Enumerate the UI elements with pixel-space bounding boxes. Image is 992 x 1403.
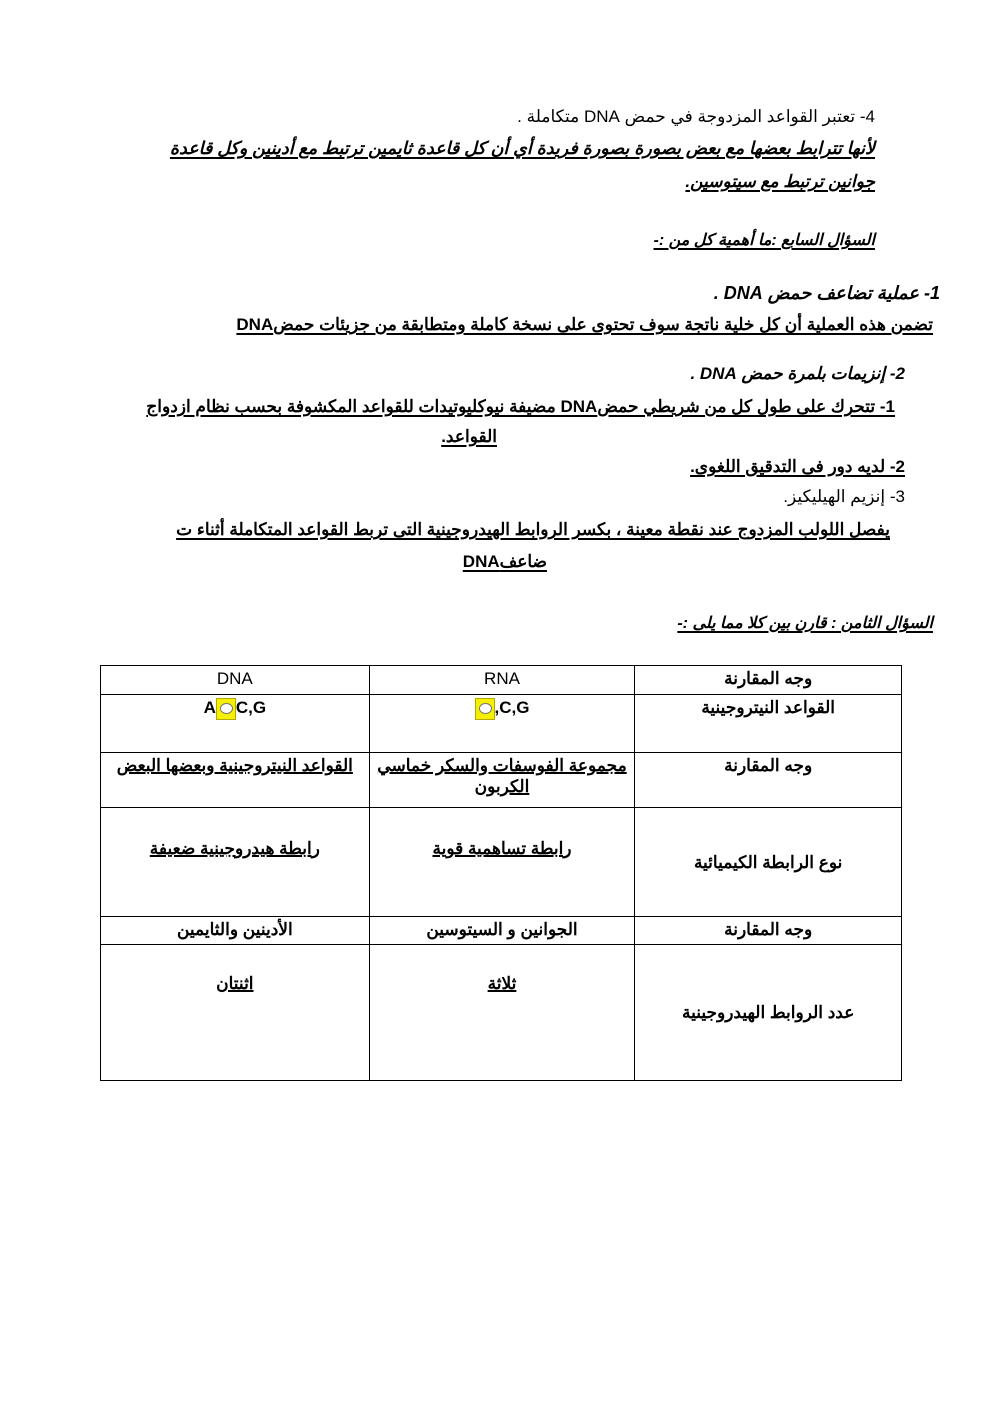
q7-item2-point1-line2: القواعد. — [441, 427, 497, 446]
rna-bases-cell — [369, 695, 635, 753]
q7-heading: السؤال السابع :ما أهمية كل من :- — [653, 232, 875, 249]
comment-marker-icon[interactable] — [216, 698, 236, 720]
row-aspect: عدد الروابط الهيدروجينية — [635, 945, 902, 1081]
dna-bases-cell — [101, 695, 370, 753]
row-aspect: نوع الرابطة الكيميائية — [635, 808, 902, 917]
comparison-table — [100, 665, 902, 1081]
row-aspect: القواعد النيتروجينية — [635, 695, 902, 753]
dna-value: الأدينين والثايمين — [101, 917, 370, 945]
header-rna: RNA — [369, 666, 635, 695]
rna-value: رابطة تساهمية قوية — [369, 808, 635, 917]
table-row — [101, 695, 902, 753]
q7-item2-title: 2- إنزيمات بلمرة حمض DNA . — [690, 364, 905, 383]
table-row — [101, 917, 902, 945]
q7-item2-point1-line1: 1- تتحرك على طول كل من شريطي حمضDNA مضيفة نيوكليوتيدات للقواعد المكشوفة بحسب نظام ازدواج — [146, 397, 895, 416]
row-aspect: وجه المقارنة — [635, 753, 902, 808]
dna-value: القواعد النيتروجينية وبعضها البعض — [101, 753, 370, 808]
q4-answer-line2: جوانين ترتبط مع سيتوسين. — [685, 172, 875, 191]
table-header-row — [101, 666, 902, 695]
table-row — [101, 753, 902, 808]
rna-bases: ,C,G — [494, 698, 530, 717]
q8-heading: السؤال الثامن : قارن بين كلا مما يلى :- — [677, 615, 933, 632]
header-dna: DNA — [101, 666, 370, 695]
q7-item3-answer-line1: يفصل اللولب المزدوج عند نقطة معينة ، بكسر الروابط الهيدروجينية التى تربط القواعد المتكاملة أثناء ت — [176, 520, 890, 539]
rna-value: الجوانين و السيتوسين — [369, 917, 635, 945]
dna-value: اثنتان — [101, 945, 370, 1081]
q7-item2-point2: 2- لديه دور فى التدقيق اللغوى. — [690, 457, 905, 476]
q7-item1-answer: تضمن هذه العملية أن كل خلية ناتجة سوف تحتوى على نسخة كاملة ومتطابقة من جزيئات حمضDNA — [236, 315, 933, 334]
dna-bases: C,G — [235, 698, 267, 717]
q7-item3-title: 3- إنزيم الهيليكيز. — [783, 487, 905, 506]
table-row — [101, 808, 902, 917]
comment-marker-icon[interactable] — [475, 698, 495, 720]
row-aspect: وجه المقارنة — [635, 917, 902, 945]
dna-value: رابطة هيدروجينية ضعيفة — [101, 808, 370, 917]
rna-value: ثلاثة — [369, 945, 635, 1081]
table-row — [101, 945, 902, 1081]
q7-item3-answer-line2: ضاعفDNA — [462, 552, 547, 571]
dna-bases-prefix: A — [203, 698, 216, 717]
header-aspect: وجه المقارنة — [635, 666, 902, 695]
q4-statement: 4- تعتبر القواعد المزدوجة في حمض DNA متكاملة . — [517, 107, 875, 126]
q7-item1-title: 1- عملية تضاعف حمض DNA . — [713, 283, 940, 303]
q4-answer-line1: لأنها تترابط بعضها مع بعض بصورة بصورة فريدة أي أن كل قاعدة ثايمين ترتبط مع أدينين وكل قاعدة — [169, 138, 875, 158]
rna-value: مجموعة الفوسفات والسكر خماسي الكربون — [369, 753, 635, 808]
